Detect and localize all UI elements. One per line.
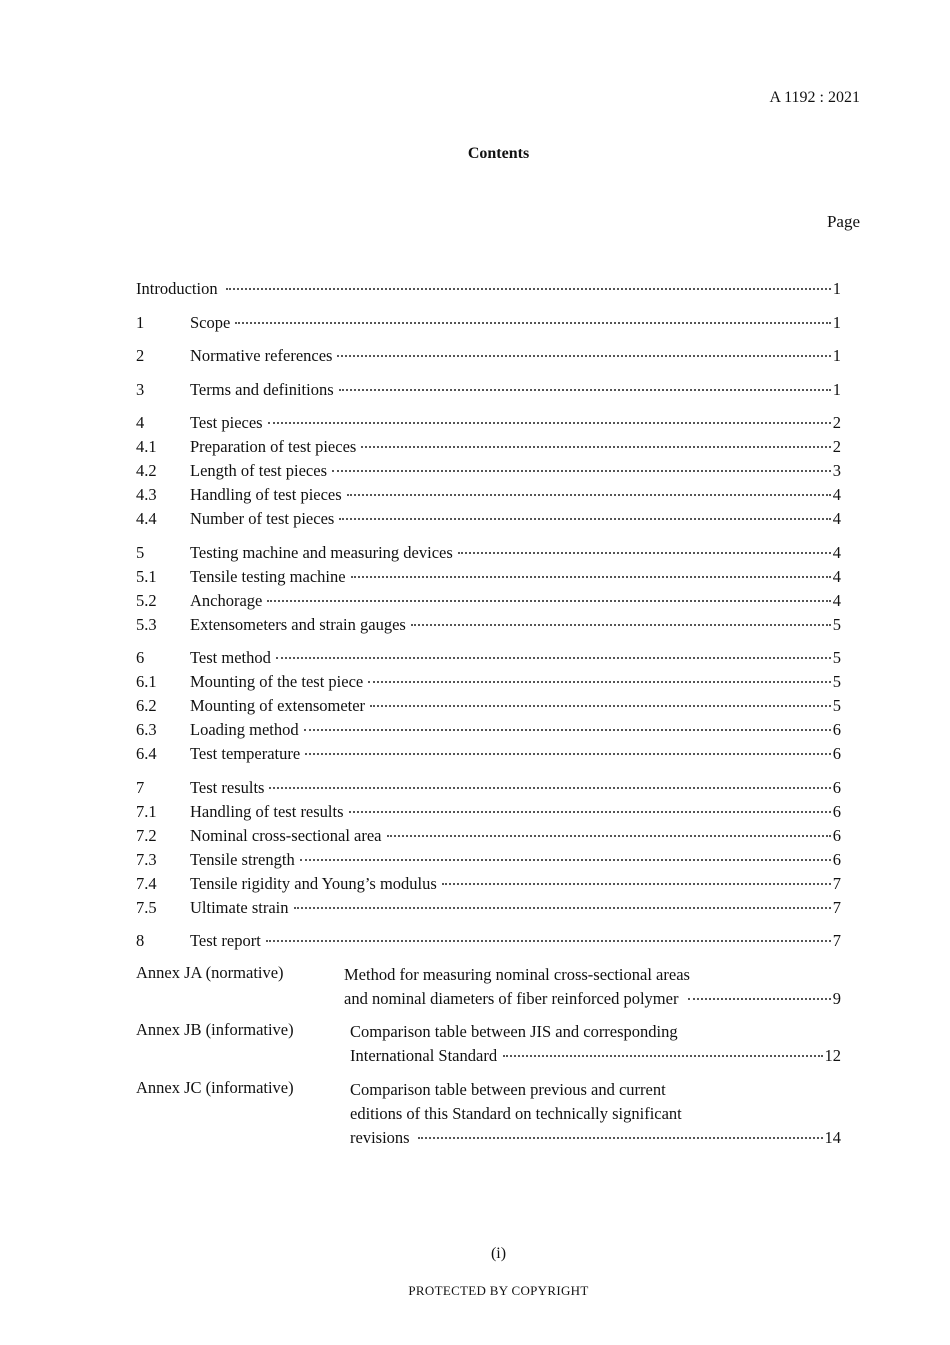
toc-entry-7-1[interactable] — [136, 800, 841, 824]
toc-label: Test pieces — [190, 413, 263, 432]
toc-entry-4-1[interactable] — [136, 435, 841, 459]
toc-label: Preparation of test pieces — [190, 437, 357, 456]
toc-label: Normative references — [190, 346, 333, 365]
toc-label: Tensile strength — [190, 849, 295, 869]
toc-number: 7 — [136, 777, 145, 797]
dot-leader — [411, 624, 831, 626]
dot-leader — [418, 1137, 823, 1139]
toc-label: Loading method — [190, 720, 299, 739]
toc-entry-6-4[interactable] — [136, 742, 841, 766]
dot-leader — [267, 600, 830, 602]
toc-entry-annex-jc[interactable] — [136, 1078, 841, 1150]
toc-page: 7 — [832, 897, 841, 917]
toc-label: Handling of test pieces — [190, 485, 342, 504]
toc-page: 4 — [832, 590, 841, 610]
toc-entry-6-3[interactable] — [136, 718, 841, 742]
dot-leader — [305, 753, 831, 755]
toc-label: Nominal cross-sectional area — [190, 825, 382, 845]
standard-number: A 1192 : 2021 — [769, 89, 860, 106]
toc-entry-5[interactable] — [136, 541, 841, 565]
toc-entry-3[interactable] — [136, 378, 841, 402]
toc-label: Tensile rigidity and Young’s modulus — [190, 873, 437, 893]
annex-title-line: revisions — [350, 1127, 410, 1147]
toc-label: Terms and definitions — [190, 379, 334, 399]
dot-leader — [387, 835, 831, 837]
toc-number: 7.3 — [136, 849, 157, 869]
toc-number: 4 — [136, 413, 145, 432]
toc-number: 7.4 — [136, 873, 157, 893]
toc-number: 6.2 — [136, 696, 157, 715]
toc-page: 1 — [832, 279, 841, 298]
dot-leader — [339, 518, 830, 520]
annex-name: Annex JC (informative) — [136, 1077, 294, 1097]
toc-number: 3 — [136, 379, 145, 399]
toc-page: 6 — [832, 849, 841, 869]
dot-leader — [300, 859, 831, 861]
toc-number: 4.1 — [136, 437, 157, 456]
toc-entry-4[interactable] — [136, 411, 841, 435]
dot-leader — [235, 322, 830, 324]
toc-label: Anchorage — [190, 590, 263, 610]
toc-number: 6.1 — [136, 672, 157, 691]
toc-label: Mounting of the test piece — [190, 672, 364, 691]
annex-title-line: editions of this Standard on technically significant — [350, 1103, 682, 1123]
toc-number: 7.2 — [136, 825, 157, 845]
toc-number: 6.3 — [136, 720, 157, 739]
annex-title — [350, 1078, 841, 1150]
dot-leader — [226, 288, 831, 290]
annex-name: Annex JB (informative) — [136, 1020, 294, 1039]
toc-page: 1 — [832, 346, 841, 365]
toc-page: 1 — [832, 379, 841, 399]
toc-page: 5 — [832, 648, 841, 667]
toc-label: Ultimate strain — [190, 897, 289, 917]
dot-leader — [347, 494, 831, 496]
dot-leader — [349, 811, 831, 813]
dot-leader — [688, 998, 830, 1000]
toc-entry-7-5[interactable] — [136, 896, 841, 920]
dot-leader — [332, 470, 831, 472]
toc-page: 7 — [832, 931, 841, 950]
toc-number: 5 — [136, 542, 145, 562]
toc-page: 6 — [832, 825, 841, 845]
annex-title — [344, 963, 841, 1011]
dot-leader — [458, 552, 831, 554]
annex-name: Annex JA (normative) — [136, 962, 284, 982]
toc-label: Test results — [190, 777, 265, 797]
toc-page: 1 — [832, 312, 841, 332]
toc-label: Handling of test results — [190, 801, 344, 821]
toc-page: 7 — [832, 873, 841, 893]
page-column-heading: Page — [826, 212, 860, 231]
toc-entry-7-3[interactable] — [136, 848, 841, 872]
toc-number: 5.3 — [136, 614, 157, 634]
annex-title-line: International Standard — [350, 1046, 498, 1065]
toc-page: 5 — [832, 696, 841, 715]
dot-leader — [294, 907, 831, 909]
toc-entry-4-4[interactable] — [136, 507, 841, 531]
toc-entry-7-4[interactable] — [136, 872, 841, 896]
toc-page: 4 — [832, 485, 841, 504]
dot-leader — [361, 446, 830, 448]
toc-page: 5 — [832, 672, 841, 691]
toc-entry-2[interactable] — [136, 344, 841, 368]
annex-title-last-line — [344, 987, 841, 1011]
toc-page: 5 — [832, 614, 841, 634]
toc-page: 9 — [832, 988, 841, 1008]
toc-number: 8 — [136, 931, 145, 950]
toc-entry-6[interactable] — [136, 646, 841, 670]
toc-label: Test report — [190, 931, 261, 950]
toc-label: Mounting of extensometer — [190, 696, 366, 715]
toc-number: 6.4 — [136, 744, 157, 763]
annex-title — [350, 1020, 841, 1068]
toc-entry-4-2[interactable] — [136, 459, 841, 483]
toc-page: 14 — [824, 1127, 841, 1147]
toc-page: 6 — [832, 777, 841, 797]
toc-entry-6-2[interactable] — [136, 694, 841, 718]
toc-number: 5.2 — [136, 590, 157, 610]
toc-entry-annex-ja[interactable] — [136, 963, 841, 1011]
dot-leader — [269, 787, 830, 789]
dot-leader — [370, 705, 831, 707]
annex-title-line: Comparison table between previous and current — [350, 1079, 666, 1099]
toc-entry-8[interactable] — [136, 929, 841, 953]
page-title: Contents — [467, 145, 530, 162]
toc-label: Extensometers and strain gauges — [190, 614, 406, 634]
annex-title-line: Method for measuring nominal cross-sectional areas — [344, 964, 690, 984]
toc-number: 6 — [136, 648, 145, 667]
toc-label: Tensile testing machine — [190, 566, 346, 586]
toc-entry-introduction[interactable] — [136, 277, 841, 301]
toc-page: 6 — [832, 801, 841, 821]
toc-entry-5-1[interactable] — [136, 565, 841, 589]
toc-entry-7[interactable] — [136, 776, 841, 800]
toc-entry-4-3[interactable] — [136, 483, 841, 507]
footer-page-number: (i) — [490, 1245, 507, 1262]
toc-number: 5.1 — [136, 566, 157, 586]
toc-page: 2 — [832, 413, 841, 432]
toc-page: 12 — [824, 1046, 841, 1065]
dot-leader — [368, 681, 831, 683]
toc-number: 4.3 — [136, 485, 157, 504]
toc-number: 1 — [136, 312, 145, 332]
toc-entry-6-1[interactable] — [136, 670, 841, 694]
toc-page: 4 — [832, 566, 841, 586]
toc-label: Introduction — [136, 279, 218, 298]
toc-entry-annex-jb[interactable] — [136, 1020, 841, 1068]
annex-title-last-line — [350, 1126, 841, 1150]
toc-label: Number of test pieces — [190, 509, 335, 528]
copyright-notice: PROTECTED BY COPYRIGHT — [408, 1283, 589, 1298]
dot-leader — [339, 389, 831, 391]
toc-page: 3 — [832, 461, 841, 480]
toc-label: Scope — [190, 312, 231, 332]
toc-page: 2 — [832, 437, 841, 456]
dot-leader — [268, 422, 831, 424]
toc-label: Length of test pieces — [190, 461, 327, 480]
annex-title-line: and nominal diameters of fiber reinforced polymer — [344, 988, 679, 1008]
toc-number: 4.4 — [136, 509, 157, 528]
annex-title-last-line — [350, 1044, 841, 1068]
dot-leader — [276, 657, 831, 659]
toc-number: 7.1 — [136, 801, 157, 821]
toc-page: 4 — [832, 542, 841, 562]
toc-entry-1[interactable] — [136, 311, 841, 335]
toc-label: Testing machine and measuring devices — [190, 542, 453, 562]
toc-page: 6 — [832, 720, 841, 739]
toc-page: 4 — [832, 509, 841, 528]
table-of-contents — [136, 277, 841, 1150]
dot-leader — [304, 729, 831, 731]
toc-number: 7.5 — [136, 897, 157, 917]
toc-number: 2 — [136, 346, 145, 365]
dot-leader — [351, 576, 831, 578]
toc-entry-7-2[interactable] — [136, 824, 841, 848]
annex-title-line: Comparison table between JIS and corresponding — [350, 1022, 678, 1041]
dot-leader — [442, 883, 831, 885]
dot-leader — [503, 1055, 822, 1057]
toc-label: Test temperature — [190, 744, 301, 763]
toc-page: 6 — [832, 744, 841, 763]
toc-entry-5-3[interactable] — [136, 613, 841, 637]
dot-leader — [266, 940, 831, 942]
dot-leader — [337, 355, 830, 357]
toc-number: 4.2 — [136, 461, 157, 480]
toc-label: Test method — [190, 648, 271, 667]
toc-entry-5-2[interactable] — [136, 589, 841, 613]
